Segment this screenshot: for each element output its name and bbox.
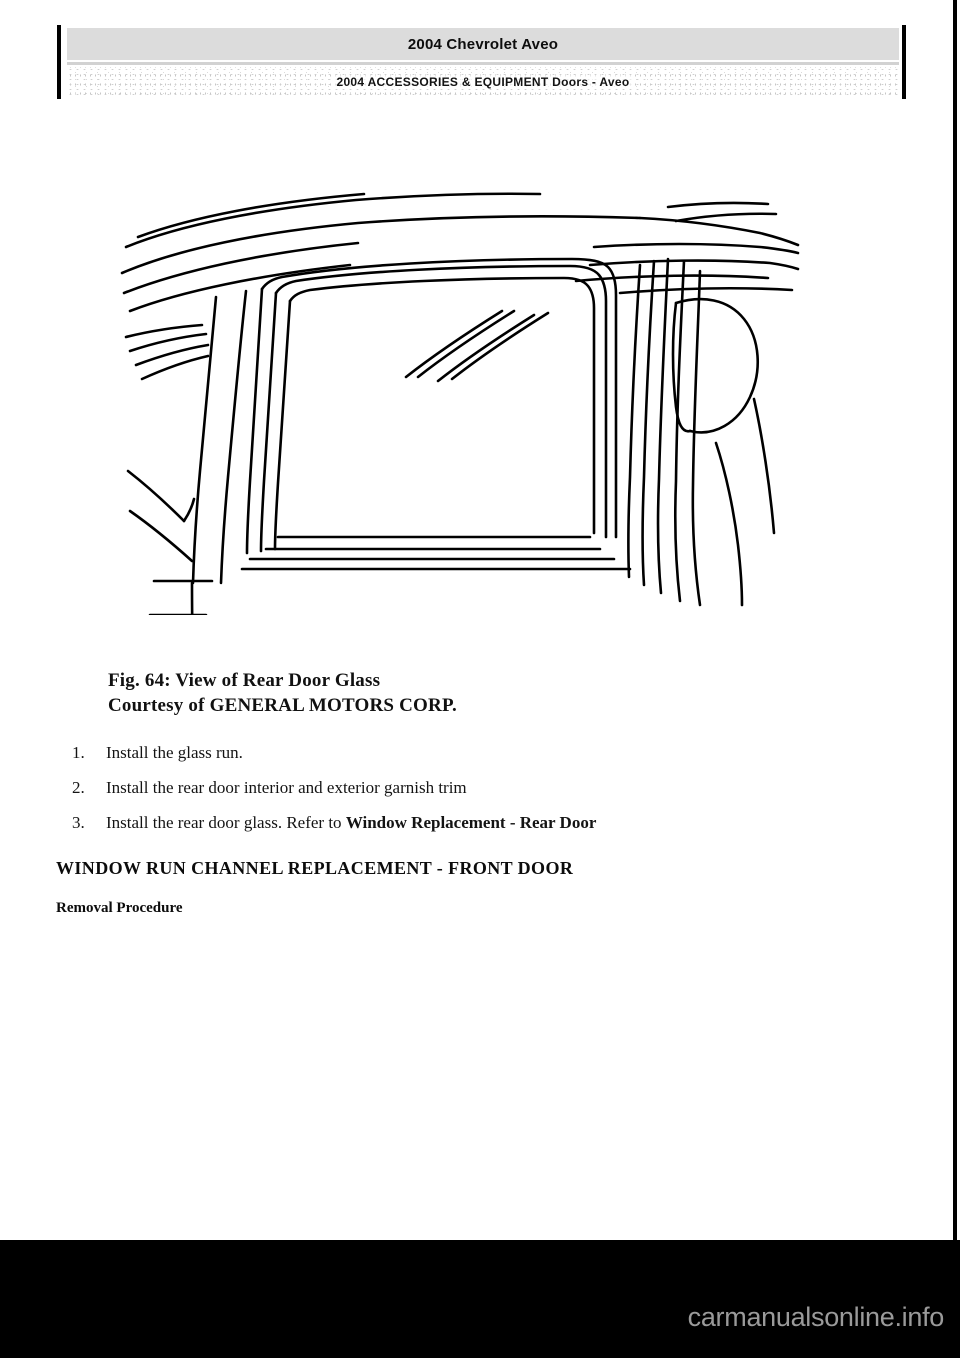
section-subheading: Removal Procedure: [56, 900, 183, 916]
step-text: [106, 777, 467, 799]
step-number: 1.: [72, 743, 85, 762]
step-text-bold: Window Replacement - Rear Door: [345, 813, 597, 832]
header-right-rule: [902, 25, 906, 99]
figure-caption: [108, 668, 808, 718]
title-bar-underline: [67, 62, 899, 65]
step-text-plain: Install the glass run.: [106, 743, 243, 762]
page-header: [57, 25, 910, 99]
figure-caption-line-1: Fig. 64: View of Rear Door Glass: [108, 670, 381, 691]
step-number: 2.: [72, 778, 85, 797]
page-bottom-band: [0, 1240, 960, 1358]
step-text: [106, 812, 596, 834]
step-text-plain: Install the rear door glass. Refer to: [106, 813, 346, 832]
step-text: [106, 742, 243, 764]
list-item: [72, 777, 892, 799]
site-watermark: carmanualsonline.info: [687, 1302, 944, 1332]
document-subtitle-bar: [67, 67, 899, 97]
rear-door-glass-diagram: [120, 185, 800, 615]
page-subtitle: 2004 ACCESSORIES & EQUIPMENT Doors - Aveo: [332, 75, 633, 89]
page-title: 2004 Chevrolet Aveo: [407, 35, 559, 53]
page-right-edge-rule: [953, 0, 957, 1240]
list-item: [72, 812, 892, 834]
rear-door-glass-figure: [120, 185, 800, 615]
step-number: 3.: [72, 813, 85, 832]
document-title-bar: [67, 28, 899, 60]
install-steps-list: [72, 742, 892, 847]
list-item: [72, 742, 892, 764]
section-heading: WINDOW RUN CHANNEL REPLACEMENT - FRONT DOOR: [56, 858, 574, 878]
figure-caption-line-2: Courtesy of GENERAL MOTORS CORP.: [108, 695, 457, 716]
header-left-rule: [57, 25, 61, 99]
step-text-plain: Install the rear door interior and exterior garnish trim: [106, 778, 467, 797]
